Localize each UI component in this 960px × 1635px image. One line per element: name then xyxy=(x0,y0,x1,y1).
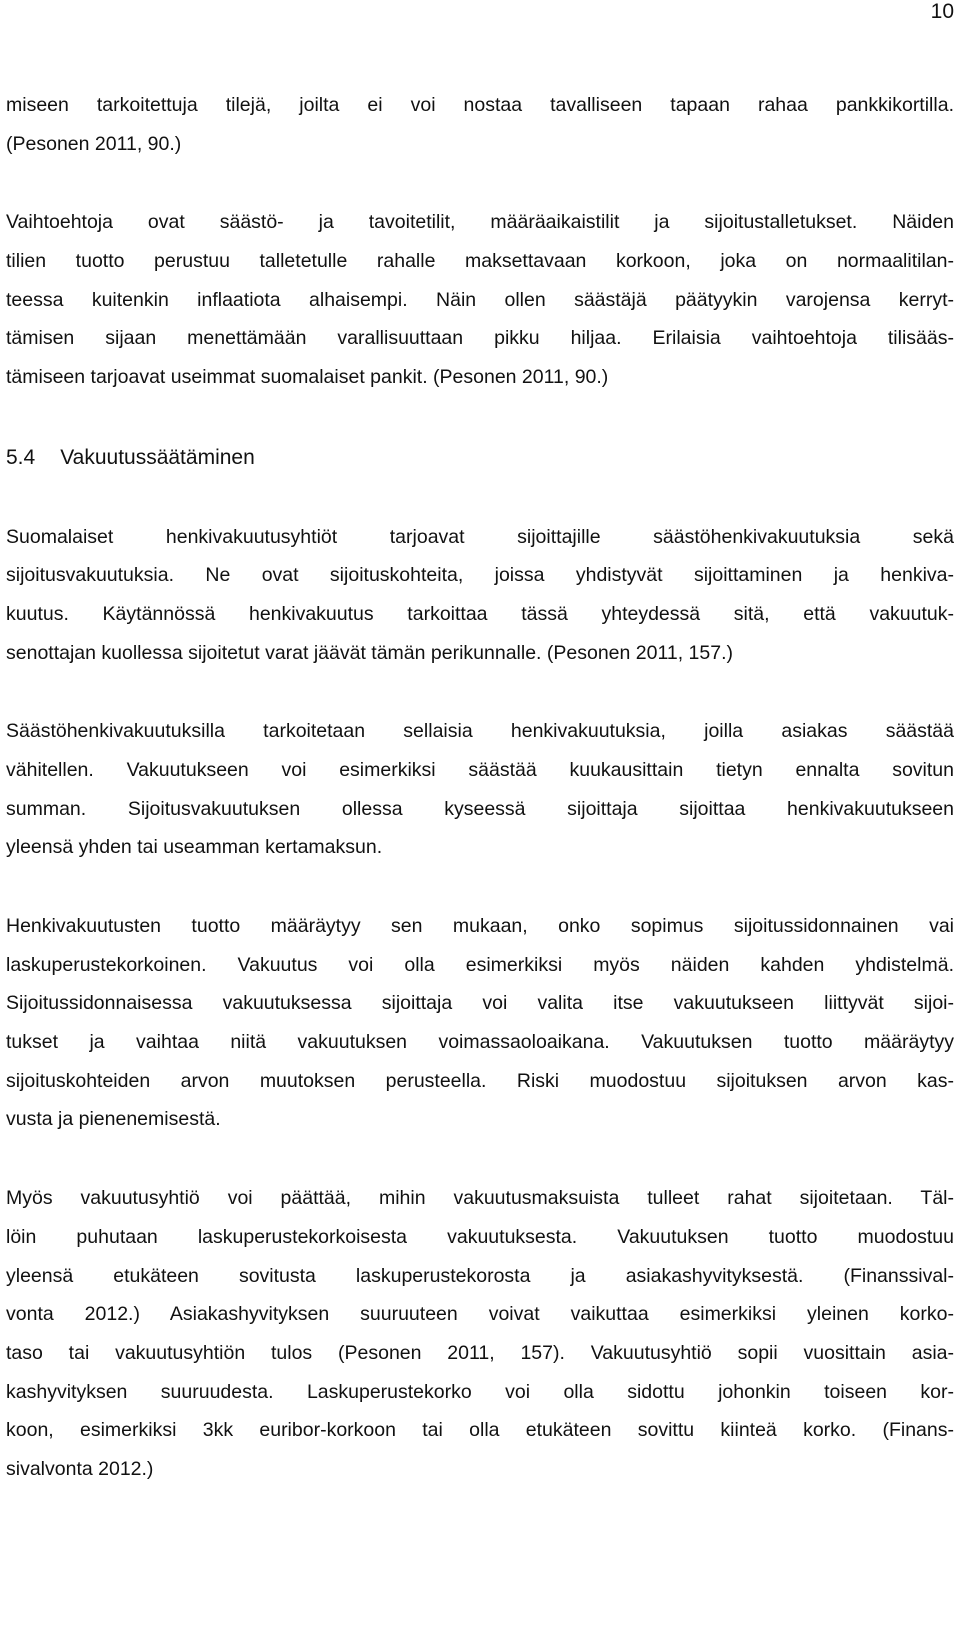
text-line: (Pesonen 2011, 90.) xyxy=(6,132,182,155)
text-line: summan. Sijoitusvakuutuksen ollessa kyseessä sijoittaja sijoittaa henkivakuutukseen xyxy=(6,797,954,820)
text-line: tämisen sijaan menettämään varallisuuttaan pikku hiljaa. Erilaisia vaihtoehtoja tilisääs- xyxy=(6,327,954,350)
text-line: vonta 2012.) Asiakashyvityksen suuruuteen voivat vaikuttaa esimerkiksi yleinen korko- xyxy=(6,1303,954,1326)
text-line: Sijoitussidonnaisessa vakuutuksessa sijoittaja voi valita itse vakuutukseen liittyvät sijoi- xyxy=(6,992,954,1015)
paragraph-2 xyxy=(6,203,956,396)
document-body xyxy=(6,86,956,1489)
text-line: tukset ja vaihtaa niitä vakuutuksen voimassaoloaikana. Vakuutuksen tuotto määräytyy xyxy=(6,1031,954,1054)
section-number: 5.4 xyxy=(6,445,36,469)
text-line: taso tai vakuutusyhtiön tulos (Pesonen 2011, 157). Vakuutusyhtiö sopii vuosittain asia- xyxy=(6,1341,954,1364)
section-title: Vakuutussäätäminen xyxy=(60,445,255,469)
text-line: vähitellen. Vakuutukseen voi esimerkiksi säästää kuukausittain tietyn ennalta sovitun xyxy=(6,758,954,781)
text-line: tämiseen tarjoavat useimmat suomalaiset pankit. (Pesonen 2011, 90.) xyxy=(6,366,609,389)
section-heading xyxy=(6,439,956,478)
text-line: miseen tarkoitettuja tilejä, joilta ei voi nostaa tavalliseen tapaan rahaa pankkikortilla. xyxy=(6,94,954,116)
paragraph-1 xyxy=(6,86,956,163)
text-line: löin puhutaan laskuperustekorkoisesta vakuutuksesta. Vakuutuksen tuotto muodostuu xyxy=(6,1225,954,1248)
text-line: kuutus. Käytännössä henkivakuutus tarkoittaa tässä yhteydessä sitä, että vakuutuk- xyxy=(6,602,954,625)
section-paragraph-4 xyxy=(6,1179,956,1489)
text-line: teessa kuitenkin inflaatiota alhaisempi. Näin ollen säästäjä päätyykin varojensa kerryt- xyxy=(6,288,954,311)
text-line: Vaihtoehtoja ovat säästö- ja tavoitetilit, määräaikaistilit ja sijoitustalletukset. Näiden xyxy=(6,211,954,234)
text-line: Henkivakuutusten tuotto määräytyy sen mukaan, onko sopimus sijoitussidonnainen vai xyxy=(6,915,954,938)
text-line: sijoitusvakuutuksia. Ne ovat sijoituskohteita, joissa yhdistyvät sijoittaminen ja henkiva- xyxy=(6,564,954,587)
text-line: vusta ja pienenemisestä. xyxy=(6,1108,221,1131)
section-paragraph-3 xyxy=(6,907,956,1139)
text-line: sijoituskohteiden arvon muutoksen perusteella. Riski muodostuu sijoituksen arvon kas- xyxy=(6,1069,954,1092)
text-line: Suomalaiset henkivakuutusyhtiöt tarjoavat sijoittajille säästöhenkivakuutuksia sekä xyxy=(6,525,954,548)
text-line: laskuperustekorkoinen. Vakuutus voi olla esimerkiksi myös näiden kahden yhdistelmä. xyxy=(6,953,954,976)
text-line: Säästöhenkivakuutuksilla tarkoitetaan sellaisia henkivakuutuksia, joilla asiakas säästää xyxy=(6,720,954,743)
text-line: yleensä etukäteen sovitusta laskuperustekorosta ja asiakashyvityksestä. (Finanssival- xyxy=(6,1264,954,1287)
section-paragraph-1 xyxy=(6,518,956,673)
text-line: kashyvityksen suuruudesta. Laskuperustekorko voi olla sidottu johonkin toiseen kor- xyxy=(6,1380,954,1403)
text-line: sivalvonta 2012.) xyxy=(6,1457,154,1480)
text-line: senottajan kuollessa sijoitetut varat jäävät tämän perikunnalle. (Pesonen 2011, 157.) xyxy=(6,641,734,664)
text-line: yleensä yhden tai useamman kertamaksun. xyxy=(6,836,383,859)
page-number: 10 xyxy=(930,0,954,23)
text-line: Myös vakuutusyhtiö voi päättää, mihin vakuutusmaksuista tulleet rahat sijoitetaan. Täl- xyxy=(6,1187,954,1210)
text-line: koon, esimerkiksi 3kk euribor-korkoon tai olla etukäteen sovittu kiinteä korko. (Finans- xyxy=(6,1419,954,1442)
section-paragraph-2 xyxy=(6,712,956,867)
text-line: tilien tuotto perustuu talletetulle rahalle maksettavaan korkoon, joka on normaalitilan- xyxy=(6,250,954,273)
